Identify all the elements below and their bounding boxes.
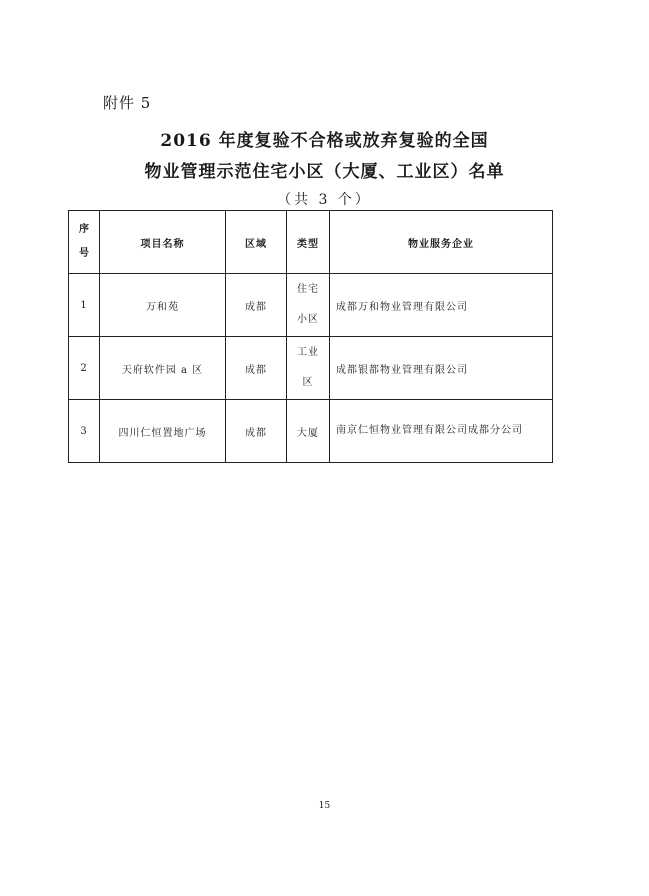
document-title-line-2: 物业管理示范住宅小区（大厦、工业区）名单: [144, 162, 505, 182]
cell-name: 万和苑: [100, 274, 226, 337]
cell-area: 成都: [226, 337, 287, 400]
attachment-label: 附件 5: [103, 94, 152, 112]
header-type: 类型: [287, 211, 330, 274]
cell-company: 成都万和物业管理有限公司: [330, 274, 553, 337]
property-list-table: [68, 210, 553, 463]
table-row: [69, 337, 553, 400]
cell-name: 四川仁恒置地广场: [100, 400, 226, 463]
cell-no: 1: [69, 274, 100, 337]
cell-no: 2: [69, 337, 100, 400]
cell-type: 工业区: [287, 337, 330, 400]
cell-area: 成都: [226, 400, 287, 463]
header-company: 物业服务企业: [330, 211, 553, 274]
table-row: [69, 274, 553, 337]
cell-type: 住宅小区: [287, 274, 330, 337]
cell-company: 成都银都物业管理有限公司: [330, 337, 553, 400]
cell-no: 3: [69, 400, 100, 463]
cell-name: 天府软件园 a 区: [100, 337, 226, 400]
count-note: （共 3 个）: [277, 192, 372, 208]
header-area: 区域: [226, 211, 287, 274]
header-name: 项目名称: [100, 211, 226, 274]
cell-area: 成都: [226, 274, 287, 337]
header-no: 序号: [69, 211, 100, 274]
table-row: [69, 400, 553, 463]
page-number: 15: [318, 801, 331, 811]
cell-type: 大厦: [287, 400, 330, 463]
cell-company: 南京仁恒物业管理有限公司成都分公司: [330, 400, 553, 463]
table-header-row: [69, 211, 553, 274]
document-title-line-1: 2016 年度复验不合格或放弃复验的全国: [160, 131, 489, 151]
